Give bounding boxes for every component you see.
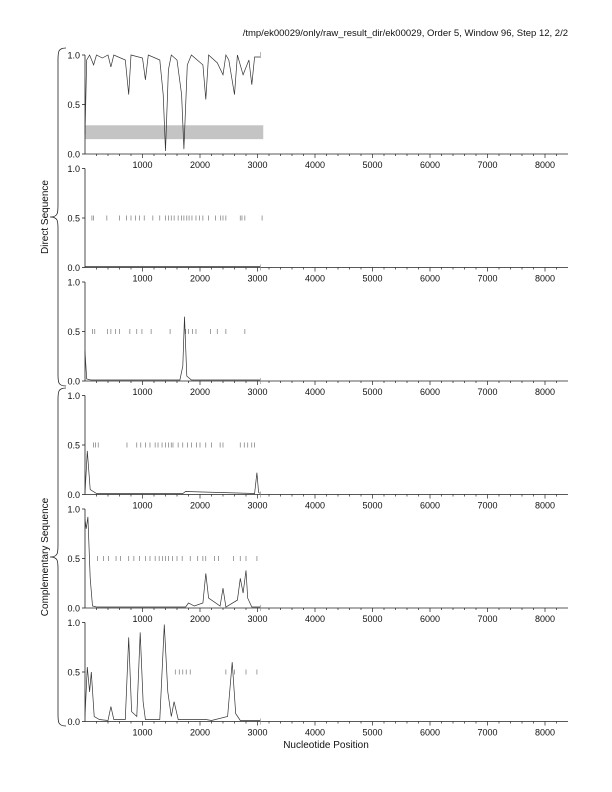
direct-sequence-brace: [50, 48, 66, 386]
series-line: [85, 517, 260, 607]
y-tick-label: 0.5: [67, 327, 80, 337]
x-tick-label: 3000: [247, 500, 268, 511]
x-tick-label: 2000: [189, 727, 211, 738]
x-tick-label: 4000: [304, 387, 326, 397]
x-tick-label: 7000: [477, 273, 498, 284]
x-tick-label: 8000: [534, 614, 556, 624]
x-tick-label: 5000: [362, 727, 383, 738]
panel-1: [67, 51, 568, 171]
panel-3: [67, 278, 568, 398]
x-tick-label: 7000: [477, 727, 498, 738]
x-tick-label: 1000: [132, 387, 153, 397]
x-tick-label: 4000: [304, 614, 326, 624]
x-tick-label: 4000: [304, 273, 326, 284]
y-tick-label: 0.0: [67, 376, 80, 387]
x-tick-label: 1000: [132, 614, 153, 624]
y-tick-label: 0.0: [67, 603, 80, 614]
complementary-sequence-brace: [50, 388, 66, 726]
x-tick-label: 6000: [419, 160, 441, 170]
x-tick-label: 5000: [362, 614, 383, 624]
x-tick-label: 1000: [132, 160, 153, 170]
y-tick-label: 0.0: [67, 263, 80, 273]
x-tick-label: 2000: [189, 614, 211, 624]
x-tick-label: 8000: [534, 160, 556, 170]
x-tick-label: 8000: [534, 273, 556, 284]
x-tick-label: 2000: [189, 160, 211, 170]
y-tick-label: 0.0: [67, 149, 80, 160]
panel-4: [67, 391, 568, 511]
series-line: [85, 451, 260, 494]
x-tick-label: 3000: [247, 387, 268, 397]
y-tick-label: 0.5: [67, 554, 80, 564]
series-line: [85, 625, 260, 721]
x-tick-label: 7000: [477, 614, 498, 624]
x-tick-label: 2000: [189, 273, 211, 284]
x-tick-label: 8000: [534, 727, 556, 738]
y-tick-label: 0.0: [67, 717, 80, 727]
x-tick-label: 5000: [362, 273, 383, 284]
x-tick-label: 1000: [132, 500, 153, 511]
panels-layer: [67, 51, 568, 738]
x-tick-label: 6000: [419, 387, 441, 397]
y-tick-label: 0.0: [67, 490, 80, 500]
panel-6: [67, 618, 568, 738]
x-tick-label: 4000: [304, 727, 326, 738]
x-tick-label: 2000: [189, 500, 211, 511]
panel-2: [67, 164, 568, 284]
x-tick-label: 3000: [247, 614, 268, 624]
x-tick-label: 7000: [477, 500, 498, 511]
x-tick-label: 6000: [419, 273, 441, 284]
direct-sequence-label: Direct Sequence: [40, 180, 51, 254]
y-tick-label: 0.5: [67, 213, 80, 224]
y-tick-label: 0.5: [67, 667, 80, 678]
y-tick-label: 1.0: [67, 391, 80, 401]
x-tick-label: 8000: [534, 500, 556, 511]
group-braces: [50, 48, 66, 726]
x-tick-label: 6000: [419, 614, 441, 624]
x-axis-label: Nucleotide Position: [283, 740, 369, 751]
y-tick-label: 1.0: [67, 50, 80, 61]
x-tick-label: 4000: [304, 160, 326, 170]
x-tick-label: 5000: [362, 387, 383, 397]
x-tick-label: 4000: [304, 500, 326, 511]
x-tick-label: 5000: [362, 500, 383, 511]
series-line: [85, 317, 260, 380]
x-tick-label: 5000: [362, 160, 383, 170]
x-tick-label: 8000: [534, 387, 556, 397]
x-tick-label: 1000: [132, 727, 153, 738]
x-tick-label: 7000: [477, 160, 498, 170]
x-tick-label: 1000: [132, 273, 153, 284]
plot-header-title: /tmp/ek00029/only/raw_result_dir/ek00029, Order 5, Window 96, Step 12, 2/2: [242, 28, 568, 39]
x-tick-label: 6000: [419, 500, 441, 511]
x-tick-label: 3000: [247, 273, 268, 284]
y-tick-label: 0.5: [67, 100, 80, 110]
x-tick-label: 2000: [189, 387, 211, 397]
y-tick-label: 1.0: [67, 164, 80, 174]
complementary-sequence-label: Complementary Sequence: [40, 497, 51, 617]
y-tick-label: 1.0: [67, 618, 80, 628]
x-tick-label: 6000: [419, 727, 441, 738]
highlight-band: [85, 125, 263, 139]
x-tick-label: 3000: [247, 727, 268, 738]
y-tick-label: 1.0: [67, 504, 80, 515]
y-tick-label: 0.5: [67, 440, 80, 451]
x-tick-label: 7000: [477, 387, 498, 397]
x-tick-label: 3000: [247, 160, 268, 170]
y-tick-label: 1.0: [67, 277, 80, 288]
panel-5: [67, 505, 568, 625]
